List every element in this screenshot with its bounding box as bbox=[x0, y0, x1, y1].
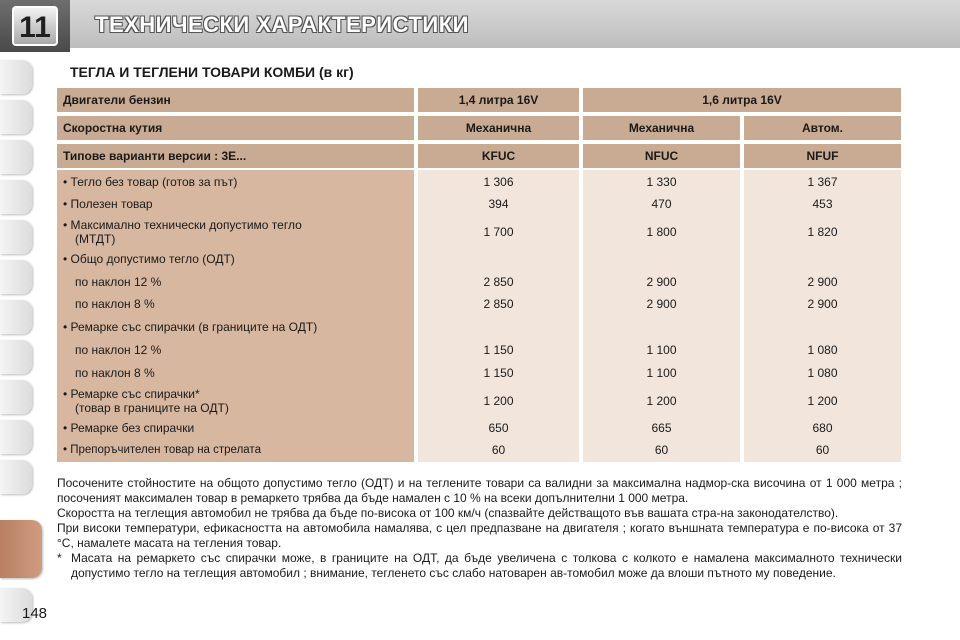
row-value: 60 bbox=[654, 443, 669, 457]
row-label: • Препоръчителен товар на стрелата bbox=[63, 444, 261, 456]
header-cell: Механична bbox=[418, 116, 579, 140]
row-value: 1 306 bbox=[483, 175, 514, 189]
row-label: по наклон 12 % bbox=[75, 275, 162, 289]
row-value: 1 200 bbox=[807, 394, 838, 408]
header-cell: NFUF bbox=[744, 144, 901, 168]
header-cell: Типове варианти версии : 3E... bbox=[57, 144, 414, 168]
row-value: 453 bbox=[812, 197, 833, 211]
notes-block bbox=[57, 476, 902, 581]
row-value: 2 850 bbox=[483, 275, 514, 289]
row-value: 1 330 bbox=[646, 175, 677, 189]
row-value: 680 bbox=[812, 421, 833, 435]
chapter-tab-11[interactable] bbox=[0, 460, 32, 494]
row-value: 2 900 bbox=[807, 275, 838, 289]
chapter-tab-1[interactable] bbox=[0, 60, 32, 94]
header-cell: 1,4 литра 16V bbox=[418, 88, 579, 112]
note-paragraph: Посочените стойностите на общото допустимо тегло (ОДТ) и на теглените товари са валидни за максимална надмор-ска височина от 1 000 метра ; посоченият максимален товар в ремаркето трябва да бъде намален с 10 % на всеки допълнителни 1 000 метра. bbox=[57, 476, 902, 505]
row-value: 2 900 bbox=[807, 297, 838, 311]
header-cell: Автом. bbox=[744, 116, 901, 140]
header-cell: Механична bbox=[583, 116, 740, 140]
row-value: 1 150 bbox=[483, 366, 514, 380]
header-cell: Скоростна кутия bbox=[57, 116, 414, 140]
row-value: 1 100 bbox=[646, 343, 677, 357]
row-value: 1 200 bbox=[646, 394, 677, 408]
footnote-text: Масата на ремаркето със спирачки може, в границите на ОДТ, да бъде увеличена с толкова с колкото е намалена максималното технически допустимо тегло на теглещия автомобил ; внимание, тегленето със слабо натоварен ав-томобил може да влоши пътното му поведение. bbox=[71, 551, 902, 580]
header-cell: Двигатели бензин bbox=[57, 88, 414, 112]
footnote bbox=[57, 551, 902, 581]
chapter-tab-7[interactable] bbox=[0, 300, 32, 334]
note-paragraph: При високи температури, ефикасността на автомобила намалява, с цел предпазване на двигателя ; когато външната температура е по-висока от 37 °С, намалете масата на тегления товар. bbox=[57, 521, 902, 550]
chapter-tab-6[interactable] bbox=[0, 260, 32, 294]
row-label: • Максимално технически допустимо тегло bbox=[63, 218, 302, 232]
row-value: 1 200 bbox=[483, 394, 514, 408]
row-value: 1 150 bbox=[483, 343, 514, 357]
row-value: 650 bbox=[488, 421, 509, 435]
chapter-tab-9[interactable] bbox=[0, 380, 32, 414]
chapter-number: 11 bbox=[12, 6, 58, 46]
chapter-tab-4[interactable] bbox=[0, 180, 32, 214]
chapter-tab-2[interactable] bbox=[0, 100, 32, 134]
row-value: 2 900 bbox=[646, 297, 677, 311]
row-label: • Тегло без товар (готов за път) bbox=[63, 175, 238, 189]
chapter-tab-3[interactable] bbox=[0, 140, 32, 174]
header-cell: NFUC bbox=[583, 144, 740, 168]
row-label: • Полезен товар bbox=[63, 197, 153, 211]
footnote-mark: * bbox=[57, 551, 62, 565]
row-label: по наклон 8 % bbox=[75, 297, 155, 311]
row-value: 2 900 bbox=[646, 275, 677, 289]
row-value: 1 367 bbox=[807, 175, 838, 189]
row-value: 60 bbox=[815, 443, 830, 457]
row-value: 394 bbox=[488, 197, 509, 211]
chapter-tab-5[interactable] bbox=[0, 220, 32, 254]
row-label: • Ремарке без спирачки bbox=[63, 421, 195, 435]
note-paragraph: Скоростта на теглещия автомобил не трябва да бъде по-висока от 100 км/ч (спазвайте действащото във вашата стра-на законодателство). bbox=[57, 506, 839, 520]
row-value: 1 080 bbox=[807, 366, 838, 380]
header-cell: KFUC bbox=[418, 144, 579, 168]
row-label: по наклон 8 % bbox=[75, 366, 155, 380]
row-value: 665 bbox=[651, 421, 672, 435]
row-value: 2 850 bbox=[483, 297, 514, 311]
page-title: ТЕХНИЧЕСКИ ХАРАКТЕРИСТИКИ bbox=[95, 12, 469, 37]
row-value: 1 820 bbox=[807, 225, 838, 239]
row-value: 1 100 bbox=[646, 366, 677, 380]
row-label: • Ремарке със спирачки (в границите на ОДТ) bbox=[63, 320, 318, 334]
row-value: 1 700 bbox=[483, 225, 514, 239]
row-label-continued: (МТДТ) bbox=[75, 232, 116, 246]
row-label: • Ремарке със спирачки* bbox=[63, 387, 200, 401]
row-value: 470 bbox=[651, 197, 672, 211]
row-label-continued: (товар в границите на ОДТ) bbox=[75, 401, 229, 415]
chapter-tab-active[interactable] bbox=[0, 520, 42, 578]
chapter-tab-10[interactable] bbox=[0, 420, 32, 454]
page-number: 148 bbox=[22, 605, 48, 622]
header-cell: 1,6 литра 16V bbox=[583, 88, 901, 112]
row-value: 1 080 bbox=[807, 343, 838, 357]
row-label: • Общо допустимо тегло (ОДТ) bbox=[63, 252, 235, 266]
chapter-tab-8[interactable] bbox=[0, 340, 32, 374]
row-value: 1 800 bbox=[646, 225, 677, 239]
row-label: по наклон 12 % bbox=[75, 343, 162, 357]
row-value: 60 bbox=[491, 443, 506, 457]
section-title: ТЕГЛА И ТЕГЛЕНИ ТОВАРИ КОМБИ (в кг) bbox=[70, 64, 354, 80]
